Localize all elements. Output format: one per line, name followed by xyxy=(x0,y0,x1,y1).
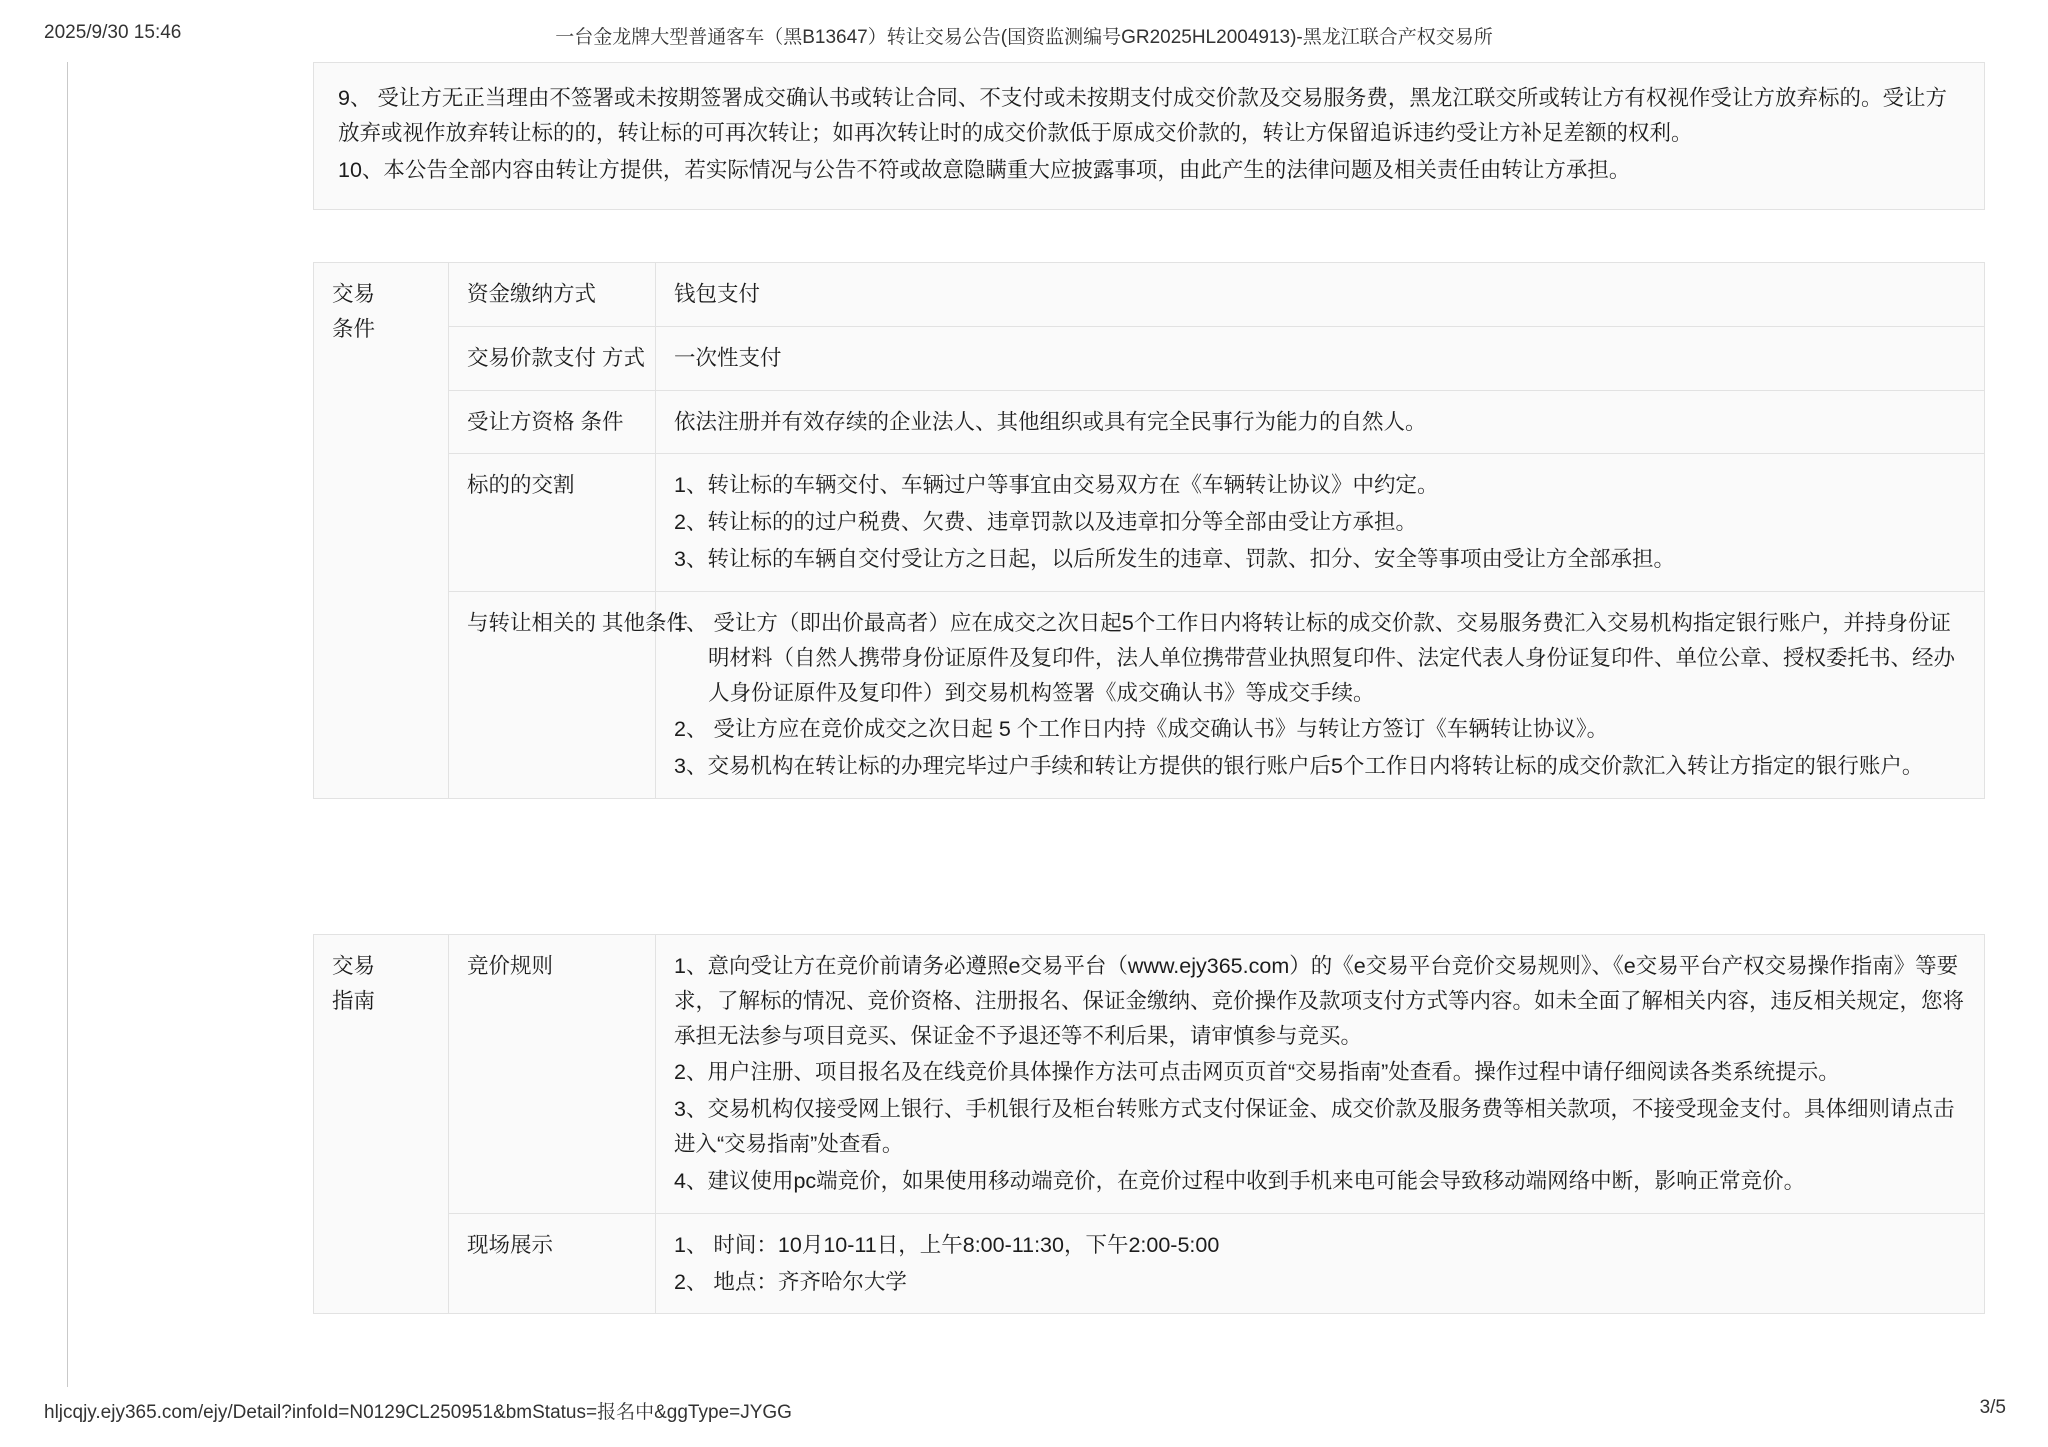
notice-item-9: 9、 受让方无正当理由不签署或未按期签署成交确认书或转让合同、不支付或未按期支付成交价款及交易服务费，黑龙江联交所或转让方有权视作受让方放弃标的。受让方放弃或视作放弃转让标的的，转让标的可再次转让；如再次转让时的成交价款低于原成交价款的，转让方保留追诉违约受让方补足差额的权利。 xyxy=(338,86,1947,145)
row-value-transferee-qualification xyxy=(656,390,1985,454)
row-value-price-payment-method xyxy=(656,326,1985,390)
table-row xyxy=(314,390,1985,454)
page-header xyxy=(0,22,2048,54)
table-row xyxy=(314,263,1985,327)
paragraph: 3、转让标的车辆自交付受让方之日起，以后所发生的违章、罚款、扣分、安全等事项由受让方全部承担。 xyxy=(674,547,1675,572)
paragraph: 2、转让标的的过户税费、欠费、违章罚款以及违章扣分等全部由受让方承担。 xyxy=(674,510,1417,535)
table-row xyxy=(314,1213,1985,1314)
notice-item-10: 10、本公告全部内容由转让方提供，若实际情况与公告不符或故意隐瞒重大应披露事项，由此产生的法律问题及相关责任由转让方承担。 xyxy=(338,157,1631,182)
paragraph: 钱包支付 xyxy=(674,282,761,306)
paragraph: 2、 地点：齐齐哈尔大学 xyxy=(674,1269,907,1294)
continued-notice-cell xyxy=(314,63,1985,210)
row-label-payment-method: 资金缴纳方式 xyxy=(449,263,656,327)
row-label-price-payment-method xyxy=(449,326,656,390)
document-title: 一台金龙牌大型普通客车（黑B13647）转让交易公告(国资监测编号GR2025HL2004913)-黑龙江联合产权交易所 xyxy=(555,27,1493,48)
print-date: 2025/9/30 15:46 xyxy=(44,22,182,43)
page-left-rule xyxy=(67,62,68,1387)
row-label-line-2: 条件 xyxy=(580,409,624,434)
paragraph: 1、转让标的车辆交付、车辆过户等事宜由交易双方在《车辆转让协议》中约定。 xyxy=(674,473,1439,498)
paragraph: 1、 受让方（即出价最高者）应在成交之次日起5个工作日内将转让标的成交价款、交易服务费汇入交易机构指定银行账户，并持身份证明材料（自然人携带身份证原件及复印件，法人单位携带营业执照复印件、法定代表人身份证复印件、单位公章、授权委托书、经办人身份证原件及复印件）到交易机构签署《成交确认书》等成交手续。 xyxy=(674,610,1956,705)
paragraph: 4、建议使用pc端竞价，如果使用移动端竞价，在竞价过程中收到手机来电可能会导致移动端网络中断，影响正常竞价。 xyxy=(674,1168,1806,1193)
row-value-delivery xyxy=(656,454,1985,591)
page-content xyxy=(0,62,2048,1387)
footer-url: hljcqjy.ejy365.com/ejy/Detail?infoId=N0129CL250951&bmStatus=报名中&ggType=JYGG xyxy=(44,1402,792,1423)
group-label-trade-conditions xyxy=(314,263,449,799)
group-label-trade-guide xyxy=(314,935,449,1314)
paragraph: 依法注册并有效存续的企业法人、其他组织或具有完全民事行为能力的自然人。 xyxy=(674,409,1427,434)
row-label-line-1: 受让方资格 xyxy=(467,409,575,434)
paragraph: 3、交易机构在转让标的办理完毕过户手续和转让方提供的银行账户后5个工作日内将转让标的成交价款汇入转让方指定的银行账户。 xyxy=(674,754,1924,779)
paragraph: 2、 受让方应在竞价成交之次日起 5 个工作日内持《成交确认书》与转让方签订《车辆转让协议》。 xyxy=(674,717,1609,742)
table-row xyxy=(314,63,1985,210)
row-label-delivery: 标的的交割 xyxy=(449,454,656,591)
trade-conditions-table xyxy=(313,262,1985,799)
table-row xyxy=(314,326,1985,390)
row-value-payment-method xyxy=(656,263,1985,327)
row-label-other-conditions xyxy=(449,591,689,798)
table-row xyxy=(314,935,1985,1214)
group-label-line-1: 交易 xyxy=(332,954,376,978)
table-row xyxy=(314,454,1985,591)
row-value-other-conditions xyxy=(656,591,1985,798)
row-label-line-1: 交易价款支付 xyxy=(467,345,597,370)
page-footer xyxy=(0,1397,2048,1427)
row-label-line-2: 方式 xyxy=(602,345,646,370)
row-label-onsite-display: 现场展示 xyxy=(449,1213,656,1314)
row-label-line-2: 其他条件 xyxy=(602,610,689,635)
paragraph: 1、意向受让方在竞价前请务必遵照e交易平台（www.ejy365.com）的《e交易平台竞价交易规则》、《e交易平台产权交易操作指南》等要求，了解标的情况、竞价资格、注册报名、保证金缴纳、竞价操作及款项支付方式等内容。如未全面了解相关内容，违反相关规定，您将承担无法参与项目竞买、保证金不予退还等不利后果，请审慎参与竞买。 xyxy=(674,954,1965,1048)
table-row xyxy=(314,591,1985,798)
group-label-line-2: 指南 xyxy=(332,988,376,1013)
paragraph: 3、交易机构仅接受网上银行、手机银行及柜台转账方式支付保证金、成交价款及服务费等相关款项，不接受现金支付。具体细则请点击进入“交易指南”处查看。 xyxy=(674,1097,1955,1157)
continued-notice-table xyxy=(313,62,1985,210)
trade-guide-table xyxy=(313,934,1985,1314)
row-value-onsite-display xyxy=(656,1213,1985,1314)
paragraph: 1、 时间：10月10-11日，上午8:00-11:30，下午2:00-5:00 xyxy=(674,1232,1220,1257)
paragraph: 一次性支付 xyxy=(674,345,782,370)
row-label-transferee-qualification xyxy=(449,390,656,454)
group-label-line-2: 条件 xyxy=(332,316,376,341)
row-value-bidding-rules xyxy=(656,935,1985,1214)
row-label-bidding-rules: 竞价规则 xyxy=(449,935,656,1214)
row-label-line-1: 与转让相关的 xyxy=(467,610,597,635)
paragraph: 2、用户注册、项目报名及在线竞价具体操作方法可点击网页页首“交易指南”处查看。操作过程中请仔细阅读各类系统提示。 xyxy=(674,1060,1840,1085)
footer-page-number: 3/5 xyxy=(1979,1397,2006,1418)
group-label-line-1: 交易 xyxy=(332,282,376,306)
